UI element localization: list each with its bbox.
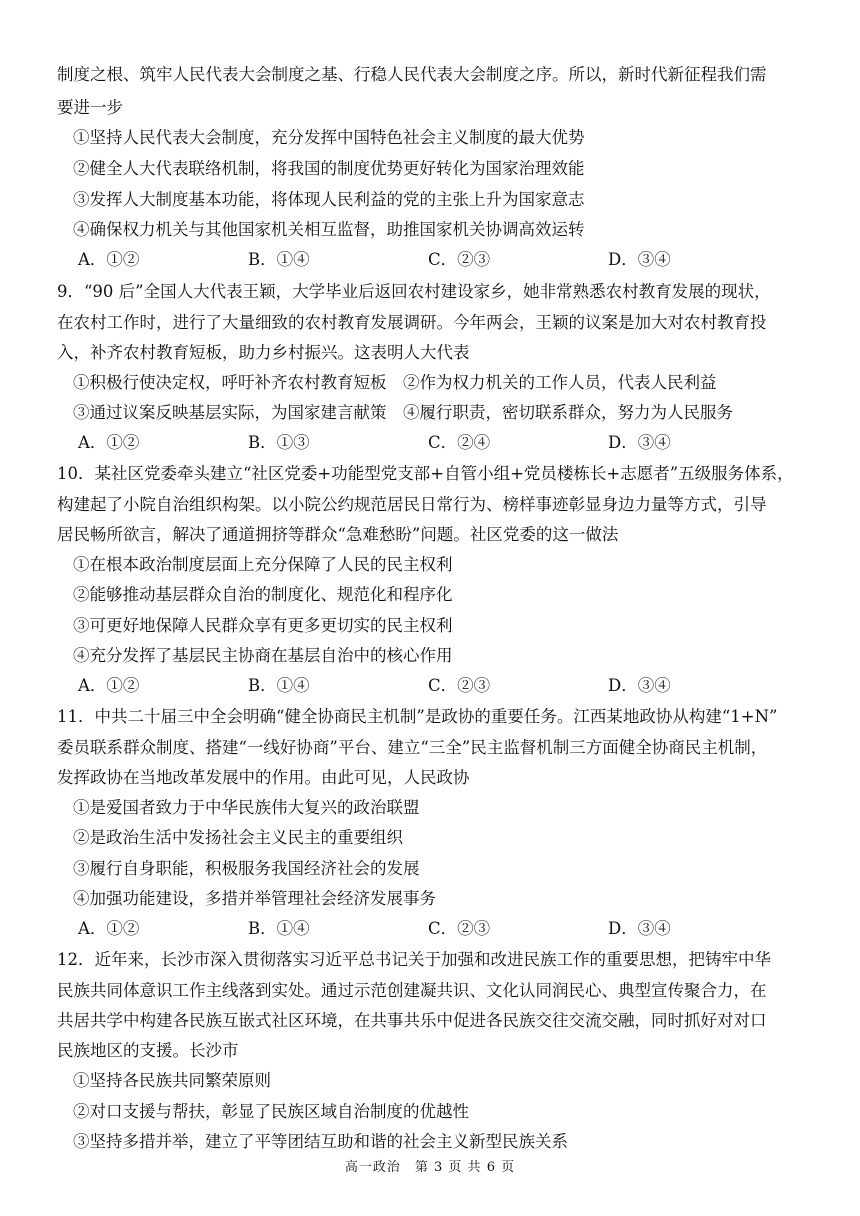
q8-option-b: B．①④: [248, 250, 310, 269]
q8-option-d: D．③④: [608, 250, 671, 269]
q9-stem-line: 9．“90 后”全国人大代表王颖，大学毕业后返回农村建设家乡，她非常熟悉农村教育发展的现状，: [57, 282, 771, 301]
q10-stem-line: 构建起了小院自治组织构架。以小院公约规范居民日常行为、榜样事迹彰显身边力量等方式，引导: [57, 495, 767, 514]
q11-item: ④加强功能建设，多措并举管理社会经济发展事务: [73, 889, 436, 908]
q10-item: ①在根本政治制度层面上充分保障了人民的民主权利: [73, 555, 453, 574]
q9-options: [78, 428, 798, 458]
q10-options: [78, 671, 798, 701]
q11-stem-line: 委员联系群众制度、搭建“一线好协商”平台、建立“三全”民主监督机制三方面健全协商民主机制，: [57, 738, 768, 757]
q10-option-a: A．①②: [78, 676, 140, 695]
q12-stem-line: 民族共同体意识工作主线落到实处。通过示范创建凝共识、文化认同润民心、典型宣传聚合力，在: [57, 981, 767, 1000]
q11-item: ②是政治生活中发扬社会主义民主的重要组织: [73, 828, 403, 847]
q11-option-c: C．②③: [428, 919, 491, 938]
q9-stem-line: 在农村工作时，进行了大量细致的农村教育发展调研。今年两会，王颖的议案是加大对农村教育投: [57, 313, 767, 332]
q8-stem-line: 制度之根、筑牢人民代表大会制度之基、行稳人民代表大会制度之序。所以，新时代新征程我们需: [57, 65, 767, 84]
q9-option-c: C．②④: [428, 433, 491, 452]
q10-item: ②能够推动基层群众自治的制度化、规范化和程序化: [73, 585, 453, 604]
q10-stem-line: 居民畅所欲言，解决了通道拥挤等群众“急难愁盼”问题。社区党委的这一做法: [57, 525, 619, 544]
q11-stem-line: 发挥政协在当地改革发展中的作用。由此可见，人民政协: [57, 768, 470, 787]
q8-options: [78, 245, 798, 275]
q8-stem-line: 要进一步: [57, 98, 123, 117]
q9-stem-line: 入，补齐农村教育短板，助力乡村振兴。这表明人大代表: [57, 343, 470, 362]
page-footer: 高一政治 第 3 页 共 6 页: [344, 1160, 516, 1175]
q9-option-a: A．①②: [78, 433, 140, 452]
q11-option-d: D．③④: [608, 919, 671, 938]
q8-item: ④确保权力机关与其他国家机关相互监督，助推国家机关协调高效运转: [73, 220, 585, 239]
q9-item: ①积极行使决定权，呼吁补齐农村教育短板 ②作为权力机关的工作人员，代表人民利益: [73, 373, 717, 392]
q12-stem-line: 民族地区的支援。长沙市: [57, 1041, 239, 1060]
q10-stem-line: 10．某社区党委牵头建立“社区党委+功能型党支部+自管小组+党员楼栋长+志愿者”五级服务体系，: [57, 464, 794, 483]
q11-item: ①是爱国者致力于中华民族伟大复兴的政治联盟: [73, 798, 420, 817]
q9-option-b: B．①③: [248, 433, 310, 452]
q8-item: ②健全人大代表联络机制，将我国的制度优势更好转化为国家治理效能: [73, 159, 585, 178]
q8-item: ①坚持人民代表大会制度，充分发挥中国特色社会主义制度的最大优势: [73, 128, 585, 147]
q9-option-d: D．③④: [608, 433, 671, 452]
q11-options: [78, 914, 798, 944]
q8-option-a: A．①②: [78, 250, 140, 269]
q12-stem-line: 共居共学中构建各民族互嵌式社区环境，在共事共乐中促进各民族交往交流交融，同时抓好对对口: [57, 1011, 767, 1030]
q11-option-a: A．①②: [78, 919, 140, 938]
q10-option-d: D．③④: [608, 676, 671, 695]
q10-item: ③可更好地保障人民群众享有更多更切实的民主权利: [73, 616, 453, 635]
q8-item: ③发挥人大制度基本功能，将体现人民利益的党的主张上升为国家意志: [73, 190, 585, 209]
q12-item: ①坚持各民族共同繁荣原则: [73, 1071, 271, 1090]
q12-stem-line: 12．近年来，长沙市深入贯彻落实习近平总书记关于加强和改进民族工作的重要思想，把铸牢中华: [57, 950, 771, 969]
q11-option-b: B．①④: [248, 919, 310, 938]
q12-item: ③坚持多措并举，建立了平等团结互助和谐的社会主义新型民族关系: [73, 1132, 568, 1151]
q12-item: ②对口支援与帮扶，彰显了民族区域自治制度的优越性: [73, 1102, 469, 1121]
q9-item: ③通过议案反映基层实际，为国家建言献策 ④履行职责，密切联系群众，努力为人民服务: [73, 403, 733, 422]
q10-option-b: B．①④: [248, 676, 310, 695]
q11-item: ③履行自身职能，积极服务我国经济社会的发展: [73, 859, 420, 878]
q8-option-c: C．②③: [428, 250, 491, 269]
q10-option-c: C．②③: [428, 676, 491, 695]
q11-stem-line: 11．中共二十届三中全会明确“健全协商民主机制”是政协的重要任务。江西某地政协从构建“1+N”: [57, 707, 778, 726]
q10-item: ④充分发挥了基层民主协商在基层自治中的核心作用: [73, 646, 453, 665]
